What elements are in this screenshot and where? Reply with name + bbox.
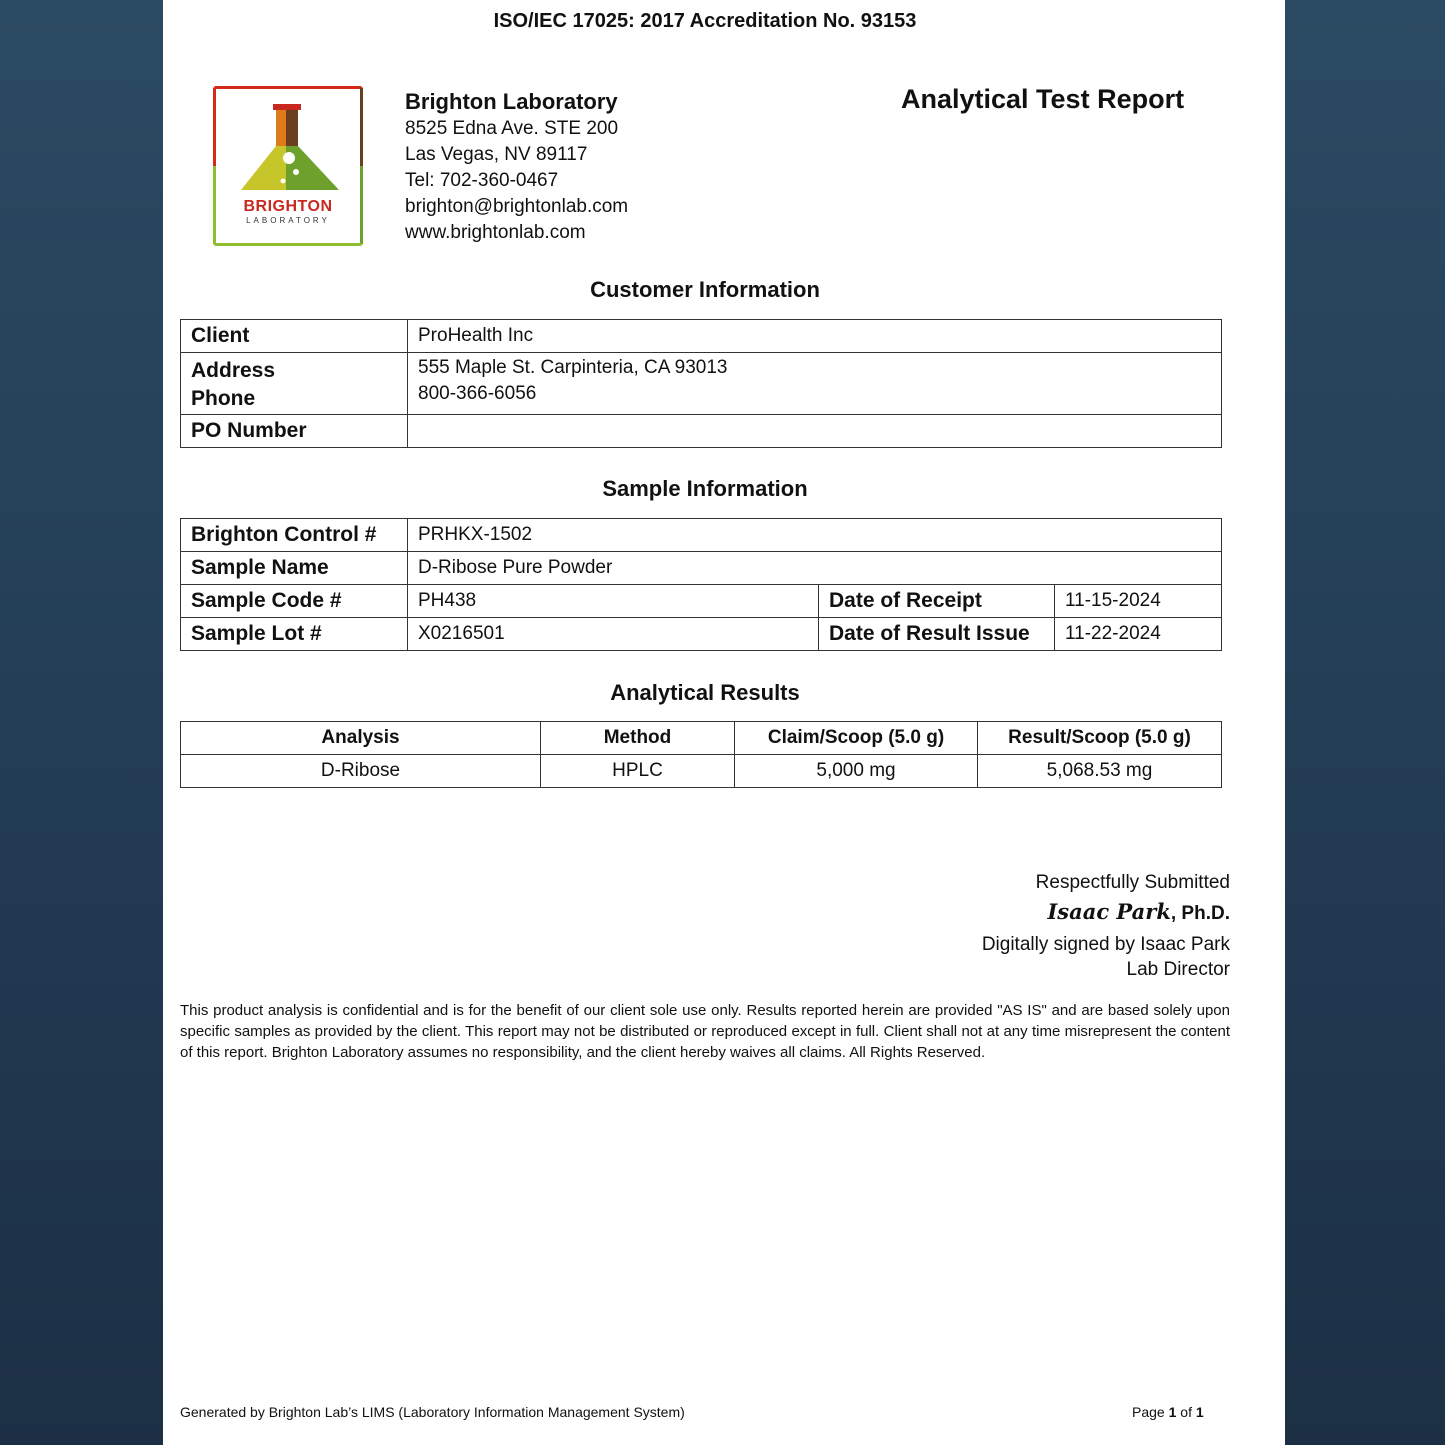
control-value: PRHKX-1502: [408, 519, 1222, 552]
page-prefix: Page: [1132, 1404, 1169, 1420]
sample-info-table: [180, 518, 1222, 651]
client-value: ProHealth Inc: [408, 320, 1222, 353]
cell-claim: 5,000 mg: [735, 755, 978, 788]
client-label: Client: [181, 320, 408, 353]
page-total: 1: [1195, 1404, 1204, 1420]
table-row: [181, 755, 1222, 788]
issue-date-value: 11-22-2024: [1055, 618, 1222, 651]
sample-code-value: PH438: [408, 585, 819, 618]
sample-lot-label: Sample Lot #: [181, 618, 408, 651]
customer-info-title: Customer Information: [590, 277, 820, 302]
report-page: [163, 0, 1285, 1445]
table-row: [181, 585, 1222, 618]
results-table: [180, 721, 1222, 788]
table-row: [181, 353, 1222, 415]
footer-generated-text: Generated by Brighton Lab’s LIMS (Laboratory Information Management System): [180, 1404, 685, 1420]
disclaimer-text: This product analysis is confidential and is for the benefit of our client sole use only. Results reported herein are provided "AS IS" and are based solely upon specific samples as provided by the client. This report may not be distributed or reproduced except in full. Client shall not at any time misrepresent the content of this report. Brighton Laboratory assumes no responsibility, and the client hereby waives all claims. All Rights Reserved.: [180, 1002, 1230, 1061]
receipt-date-value: 11-15-2024: [1055, 585, 1222, 618]
page-number: [1132, 1404, 1204, 1420]
logo-brand-text: BRIGHTON: [243, 198, 333, 215]
address-label: Address: [191, 358, 276, 382]
table-row: [181, 519, 1222, 552]
signature-script: Isaac Park: [1047, 899, 1171, 924]
header-method: Method: [541, 722, 735, 755]
sample-name-value: D-Ribose Pure Powder: [408, 552, 1222, 585]
lab-name: Brighton Laboratory: [405, 89, 618, 114]
accreditation-header: ISO/IEC 17025: 2017 Accreditation No. 93153: [493, 10, 917, 32]
lab-email: brighton@brightonlab.com: [405, 196, 629, 217]
digital-signature-text: Digitally signed by Isaac Park: [981, 934, 1230, 955]
table-row: [181, 320, 1222, 353]
lab-address-line2: Las Vegas, NV 89117: [405, 144, 588, 165]
table-row: [181, 552, 1222, 585]
sample-code-label: Sample Code #: [181, 585, 408, 618]
cell-analysis: D-Ribose: [181, 755, 541, 788]
results-header-row: [181, 722, 1222, 755]
brighton-logo: [213, 86, 363, 246]
signer-title: Lab Director: [1126, 959, 1230, 980]
lab-phone: Tel: 702-360-0467: [405, 170, 559, 191]
control-label: Brighton Control #: [181, 519, 408, 552]
phone-label: Phone: [191, 386, 256, 410]
signature-block: [982, 870, 1230, 982]
cell-result: 5,068.53 mg: [978, 755, 1222, 788]
po-number-label: PO Number: [181, 415, 408, 448]
results-title: Analytical Results: [610, 680, 800, 705]
phone-value: 800-366-6056: [418, 383, 537, 404]
submitted-text: Respectfully Submitted: [1035, 872, 1230, 893]
lab-address-line1: 8525 Edna Ave. STE 200: [405, 118, 619, 139]
logo-sub-text: LABORATORY: [246, 216, 330, 225]
table-row: [181, 618, 1222, 651]
address-value: 555 Maple St. Carpinteria, CA 93013: [418, 357, 728, 378]
report-title: Analytical Test Report: [901, 84, 1185, 114]
page-current: 1: [1168, 1404, 1177, 1420]
signer-line: [982, 899, 1230, 926]
po-number-value: [408, 415, 1222, 448]
sample-info-title: Sample Information: [602, 476, 808, 501]
header-result: Result/Scoop (5.0 g): [978, 722, 1222, 755]
cell-method: HPLC: [541, 755, 735, 788]
receipt-date-label: Date of Receipt: [819, 585, 1055, 618]
customer-info-table: [180, 319, 1222, 448]
issue-date-label: Date of Result Issue: [819, 618, 1055, 651]
address-phone-value-cell: [408, 353, 1222, 415]
address-phone-label-cell: [181, 353, 408, 415]
lab-website: www.brightonlab.com: [405, 222, 586, 243]
sample-name-label: Sample Name: [181, 552, 408, 585]
signer-degree: , Ph.D.: [1170, 903, 1230, 924]
page-of: of: [1176, 1404, 1196, 1420]
table-row: [181, 415, 1222, 448]
header-claim: Claim/Scoop (5.0 g): [735, 722, 978, 755]
lab-contact-block: [405, 88, 628, 246]
sample-lot-value: X0216501: [408, 618, 819, 651]
header-analysis: Analysis: [181, 722, 541, 755]
